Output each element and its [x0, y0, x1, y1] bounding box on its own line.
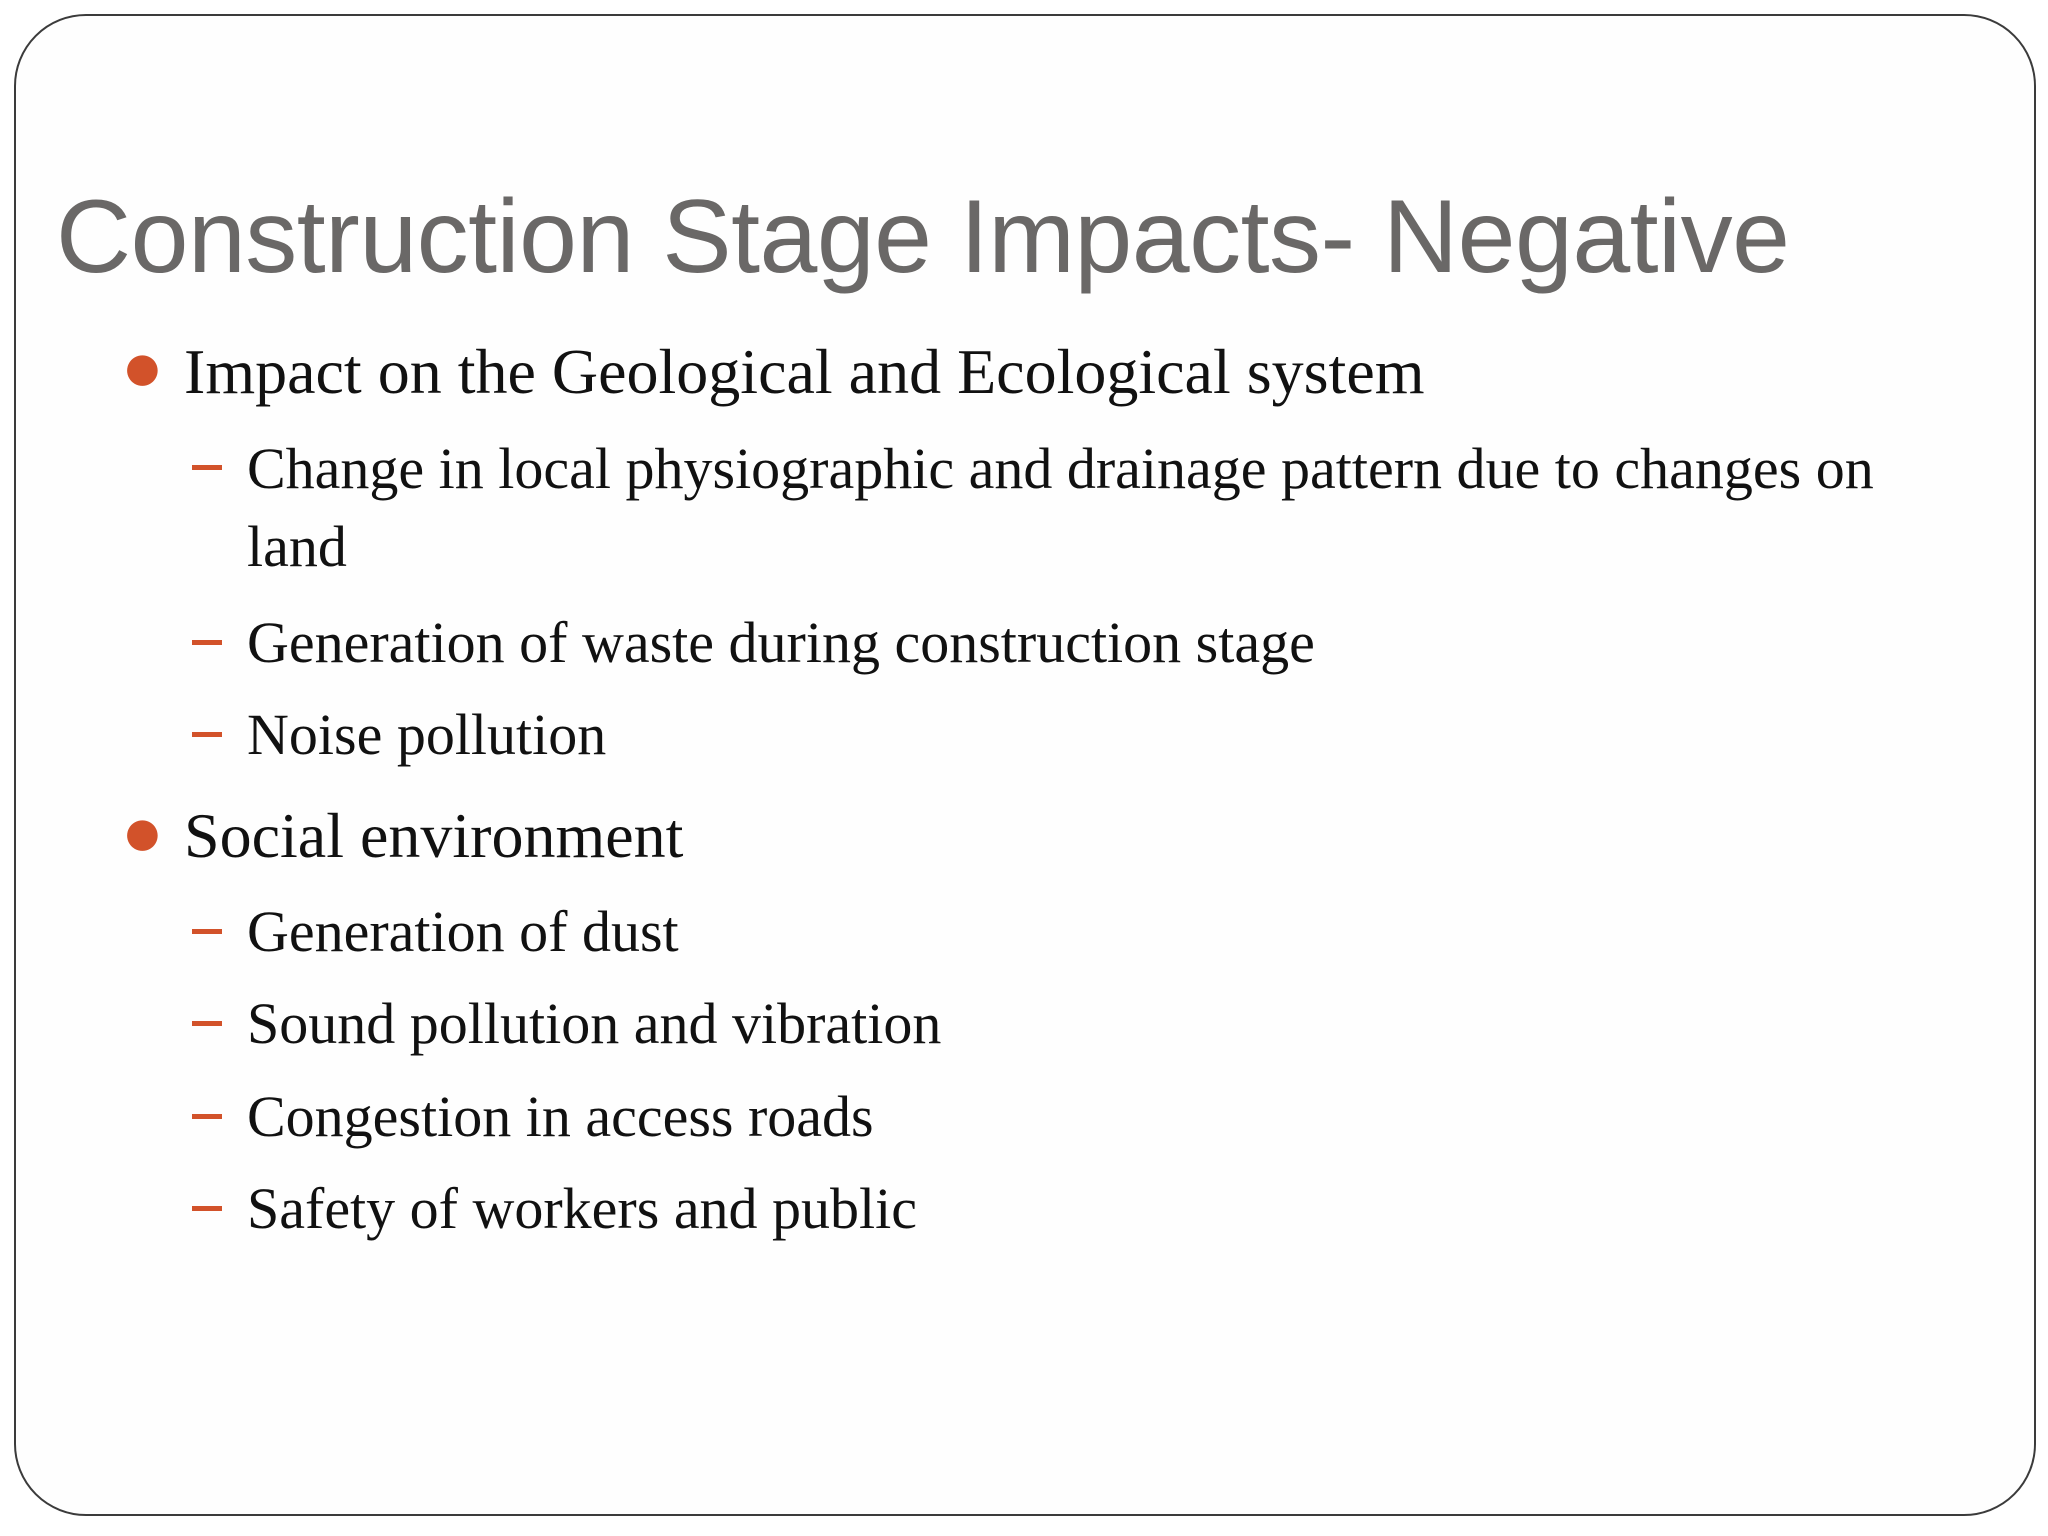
slide-title: Construction Stage Impacts- Negative	[56, 179, 1790, 295]
list-item: Noise pollution	[247, 702, 607, 767]
bullet-icon: ●	[125, 345, 160, 391]
list-item: Change in local physiographic and drainage pattern due to changes on land	[247, 436, 1874, 579]
list-item: Generation of dust	[247, 899, 679, 964]
bullet-icon: ●	[125, 810, 160, 856]
dash-icon	[192, 465, 222, 470]
list-item: Safety of workers and public	[247, 1176, 918, 1241]
section-heading: Social environment	[184, 800, 684, 871]
list-item: Congestion in access roads	[247, 1084, 874, 1149]
list-item: Sound pollution and vibration	[247, 991, 942, 1056]
section-heading: Impact on the Geological and Ecological system	[184, 336, 1425, 407]
dash-icon	[192, 1114, 222, 1119]
dash-icon	[192, 1206, 222, 1211]
dash-icon	[192, 732, 222, 737]
dash-icon	[192, 1021, 222, 1026]
list-item: Generation of waste during construction stage	[247, 610, 1315, 675]
dash-icon	[192, 640, 222, 645]
dash-icon	[192, 929, 222, 934]
